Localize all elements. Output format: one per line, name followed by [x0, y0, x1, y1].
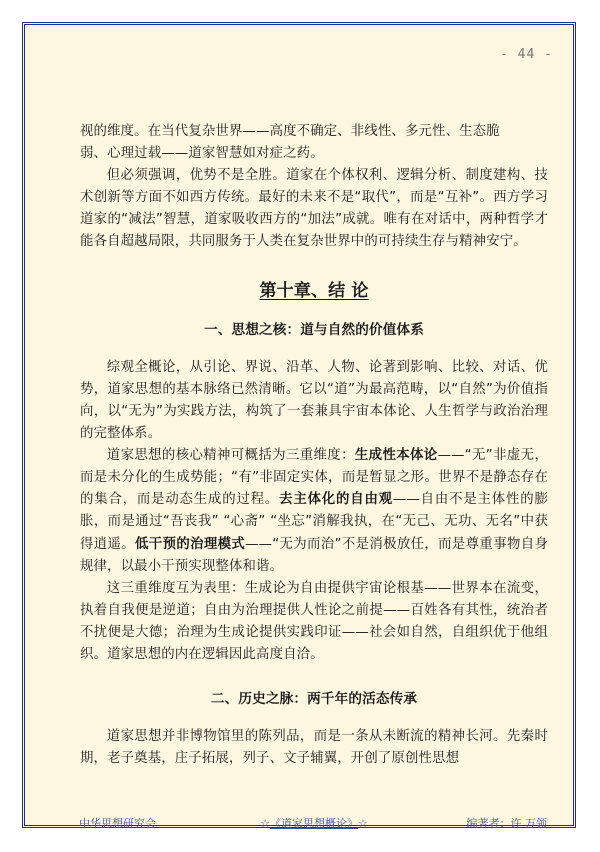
paragraph-continued-line: 弱、心理过载——道家智慧如对症之药。: [80, 146, 324, 162]
bold-term: 去主体化的自由观: [279, 492, 393, 508]
paragraph-three-dimensions: [80, 445, 548, 578]
star-icon: ☆: [260, 817, 270, 830]
paragraph-continued-line: 视的维度。在当代复杂世界——高度不确定、非线性、多元性、生态脆: [80, 124, 500, 139]
document-page: [22, 22, 576, 828]
section-title: 二、历史之脉：两千年的活态传承: [210, 691, 418, 708]
chapter-title: 第十章、结 论: [259, 280, 369, 301]
text-run: 道家思想的核心精神可概括为三重维度：: [106, 448, 355, 464]
footer-publisher: 中华思想研究会: [79, 817, 156, 830]
star-icon: ☆: [358, 817, 368, 830]
paragraph: 综观全概论，从引论、界说、沿革、人物、论著到影响、比较、对话、优势，道家思想的基本脉络已然清晰。它以“道”为最高范畴，以“自然”为价值指向，以“无为”为实践方法，构筑了一套兼具宇宙本体论、人生哲学与政治治理的完整体系。: [80, 359, 548, 442]
bold-term: 生成性本体论: [354, 448, 438, 464]
footer-book-title: [239, 815, 389, 831]
bold-term: 低干预的治理模式: [135, 536, 246, 552]
text-run: ——“无”非虚无，而是未分化的生成势能；“有”非固定实体，而是暂显之形。世界不是静态存在的集合，而是动态生成的过程。: [80, 448, 549, 508]
paragraph: 道家思想并非博物馆里的陈列品，而是一条从未断流的精神长河。先秦时期，老子奠基，庄子拓展，列子、文子辅翼，开创了原创性思想: [80, 729, 548, 767]
footer-author: 编著者：许 万领: [466, 817, 547, 830]
text-run: ——自由不是主体性的膨胀，而是通过“吾丧我” “心斋” “坐忘”消解我执，在“无己、无功、无名”中获得逍遥。: [80, 492, 548, 552]
paragraph: 这三重维度互为表里：生成论为自由提供宇宙论根基——世界本在流变，执着自我便是逆道；自由为治理提供人性论之前提——百姓各有其性，统治者不扰便是大德；治理为生成论提供实践印证——社会如自然，自组织优于他组织。道家思想的内在逻辑因此高度自洽。: [80, 580, 548, 662]
section-title: 一、思想之核：道与自然的价值体系: [204, 321, 424, 338]
text-run: ——“无为而治”不是消极放任，而是尊重事物自身规律，以最小干预实现整体和谐。: [80, 536, 549, 574]
footer-title-link[interactable]: 《道家思想概论》: [270, 817, 358, 830]
paragraph: 但必须强调，优势不是全胜。道家在个体权利、逻辑分析、制度建构、技术创新等方面不如西方传统。最好的未来不是“取代”，而是“互补”。西方学习道家的“减法”智慧，道家吸收西方的“加法”成就。唯有在对话中，两种哲学才能各自超越局限，共同服务于人类在复杂世界中的可持续生存与精神安宁。: [80, 168, 548, 250]
page-body: [80, 121, 548, 770]
page-number: - 44 -: [500, 47, 553, 62]
